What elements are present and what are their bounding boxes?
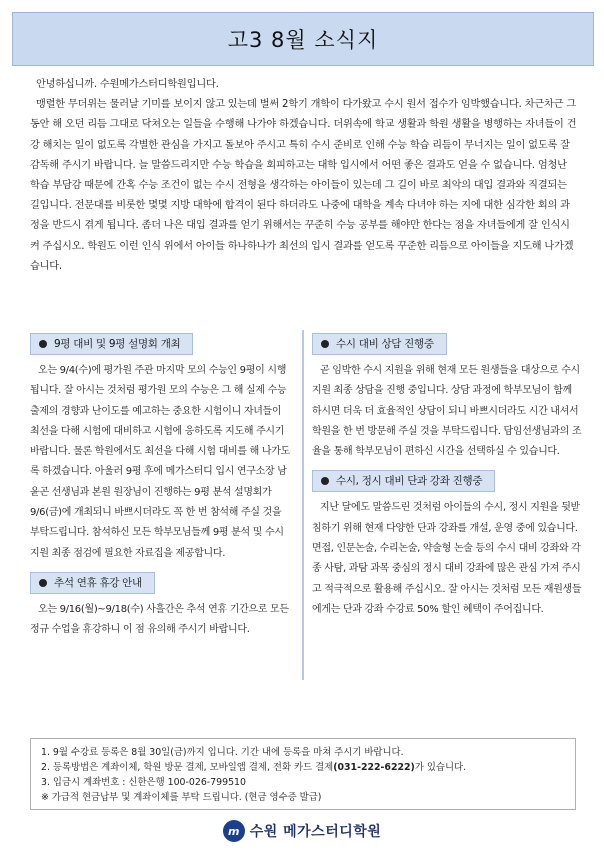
intro-body: 맹렬한 무더위는 물러날 기미를 보이지 않고 있는데 벌써 2학기 개학이 다가왔고 수시 원서 접수가 임박했습니다. 차근차근 그 동안 해 오던 리듬 그대로 닥쳐오는 일들을 수행해 나가야 하겠습니다. 더위속에 학교 생활과 학원 생활을 병행하는 자녀들이 건강 해치는 일이 없도록 각별한 관심을 가지고 돌보아 주시고 특히 수시 준비로 인해 수능 학습 리듬이 무너지는 일이 없도록 잘 감독해 주시기 바랍니다. 늘 말씀드리지만 수능 학습을 회피하고는 대학 입시에서 어떤 좋은 결과도 얻을 수 없습니다. 엄청난 학습 부담감 때문에 간혹 수능 조건이 없는 수시 전형을 생각하는 아이들이 있는데 그 길이 바로 최악의 대입 결과와 직결되는 길입니다. 전문대를 비롯한 몇몇 지방 대학에 합격이 된다 하더라도 나중에 대학을 계속 다녀야 하는 지에 대한 심각한 회의 과정을 반드시 겪게 됩니다. 좀더 나은 대입 결과를 얻기 위해서는 꾸준히 수능 공부를 해야만 한다는 점을 자녀들에게 잘 인식시켜 주십시오. 학원도 이런 인식 위에서 아이들 하나하나가 최선의 입시 결과를 얻도록 꾸준한 리듬으로 아이들을 지도해 나가겠습니다.: [30, 99, 577, 272]
consulting-body: 곧 임박한 수시 지원을 위해 현재 모든 원생들을 대상으로 수시 지원 최종 상담을 진행 중입니다. 상담 과정에 학부모님이 함께 하시면 더욱 더 효율적인 상담이 되니 바쁘시더라도 시간 내셔서 학원을 한 번 방문해 주실 것을 부탁드립니다. 담임선생님과의 조율을 통해 학부모님이 편하신 시간을 선택하실 수 있습니다.: [312, 365, 582, 458]
phone-number: (031-222-6222): [333, 762, 415, 773]
newsletter-title-banner: [12, 12, 594, 66]
intro-letter: [30, 75, 578, 277]
column-divider: [302, 330, 304, 680]
section-heading-mock-exam: 9평 대비 및 9평 설명회 개최: [30, 333, 193, 355]
section-heading-consulting: 수시 대비 상담 진행중: [312, 333, 447, 355]
bullet-icon: [321, 477, 329, 485]
tuition-notice-box: [30, 738, 576, 810]
right-column: [312, 333, 582, 620]
bullet-icon: [39, 340, 47, 348]
holiday-body: 오는 9/16(월)~9/18(수) 사흘간은 추석 연휴 기간으로 모든 정규 수업을 휴강하니 이 점 유의해 주시기 바랍니다.: [30, 603, 289, 636]
section-heading-holiday: 추석 연휴 휴강 안내: [30, 572, 155, 594]
notice-line-1: 1. 9월 수강료 등록은 8월 30일(금)까지 입니다. 기간 내에 등록을 마쳐 주시기 바랍니다.: [41, 747, 404, 758]
academy-name: 수원 메가스터디학원: [249, 824, 382, 840]
notice-line-2: 2. 등록방법은 계좌이체, 학원 방문 결제, 모바일앱 결제, 전화 카드 결제(031-222-6222)가 있습니다.: [41, 762, 467, 773]
megastudy-logo-icon: m: [223, 820, 245, 842]
notice-line-4: ※ 가급적 현금납부 및 계좌이체를 부탁 드립니다. (현금 영수증 발급): [41, 792, 322, 803]
bullet-icon: [39, 579, 47, 587]
courses-body: 지난 달에도 말씀드린 것처럼 아이들의 수시, 정시 지원을 뒷받침하기 위해 현재 다양한 단과 강좌를 개설, 운영 중에 있습니다. 면접, 인문논술, 수리논술, 약술형 논술 등의 수시 대비 강좌와 각종 사탐, 과탐 과목 중심의 정시 대비 강좌에 많은 관심 가져 주시고 적극적으로 활용해 주십시오. 잘 아시는 것처럼 모든 재원생들에게는 단과 강좌 수강료 50% 할인 혜택이 주어집니다.: [312, 502, 582, 615]
left-column: [30, 333, 292, 641]
section-heading-courses: 수시, 정시 대비 단과 강좌 진행중: [312, 470, 495, 492]
page-title: 고3 8월 소식지: [227, 28, 379, 52]
bullet-icon: [321, 340, 329, 348]
mock-exam-body: 오는 9/4(수)에 평가원 주관 마지막 모의 수능인 9평이 시행됩니다. 잘 아시는 것처럼 평가원 모의 수능은 그 해 실제 수능 출제의 경향과 난이도를 예고하는 중요한 시험이니 자녀들이 최선을 다해 시험에 대비하고 시험에 응하도록 지도해 주시기 바랍니다. 물론 학원에서도 최선을 다해 시험 대비를 해 나가도록 하겠습니다. 아울러 9평 후에 메가스터디 입시 연구소장 남윤곤 선생님과 본원 원장님이 진행하는 9평 분석 설명회가 9/6(금)에 개최되니 바쁘시더라도 꼭 한 번 참석해 주실 것을 부탁드립니다. 참석하신 모든 학부모님들께 9평 분석 및 수시 지원 최종 점검에 필요한 자료집을 제공합니다.: [30, 365, 290, 559]
footer-brand: [0, 818, 604, 844]
notice-line-3: 3. 입금시 계좌번호 : 신한은행 100-026-799510: [41, 777, 246, 788]
greeting: 안녕하십니까. 수원메가스터디학원입니다.: [36, 79, 219, 90]
